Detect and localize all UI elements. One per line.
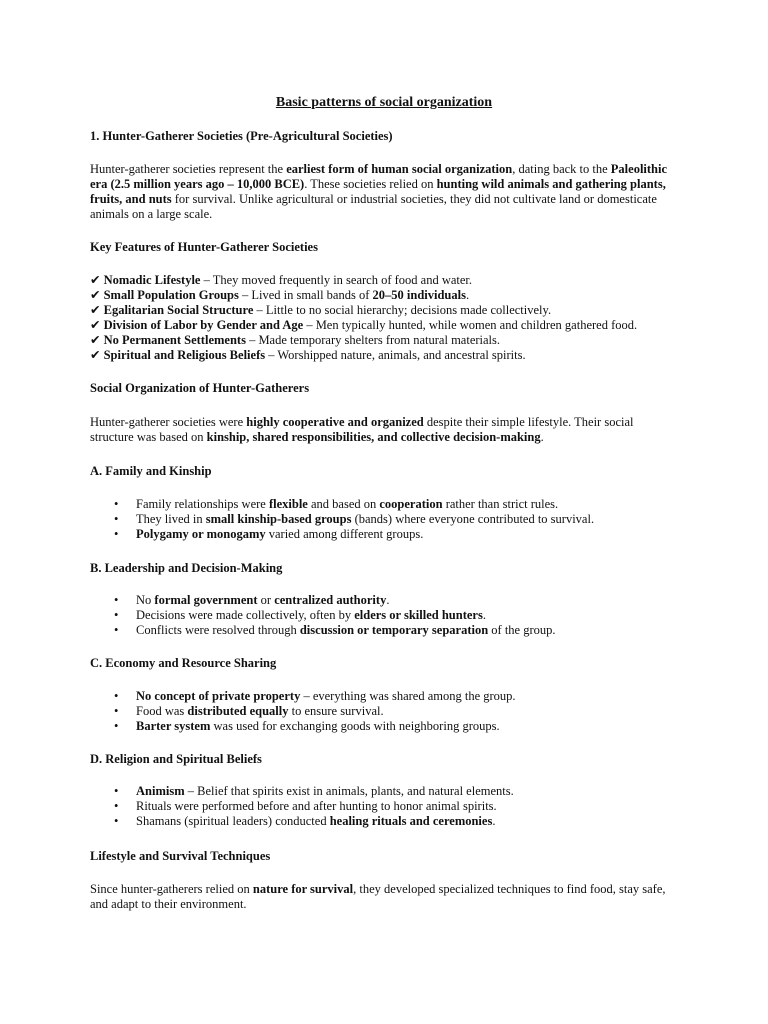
bold-text-run: centralized authority xyxy=(274,593,387,607)
bold-text-run: Polygamy or monogamy xyxy=(136,527,266,541)
text-run: . xyxy=(482,608,486,622)
bold-text-run: Barter system xyxy=(136,719,211,733)
text-run: . These societies relied on xyxy=(304,177,437,191)
text-run: . xyxy=(465,288,470,302)
subsection-heading-family: A. Family and Kinship xyxy=(90,464,212,478)
bullet-icon: • xyxy=(114,719,119,733)
bold-text-run: healing rituals and ceremonies xyxy=(329,814,493,828)
bold-text-run: Small Population Groups xyxy=(103,288,239,302)
text-run: (bands) where everyone contributed to survival. xyxy=(351,512,595,526)
social-organization-heading: Social Organization of Hunter-Gatherers xyxy=(90,381,310,395)
text-run: or xyxy=(257,593,275,607)
text-run: and based on xyxy=(307,497,380,511)
bold-text-run: Nomadic Lifestyle xyxy=(103,273,201,287)
list-item xyxy=(90,593,680,608)
key-feature-item xyxy=(90,303,680,318)
text-run: . xyxy=(540,430,544,444)
bold-text-run: discussion or temporary separation xyxy=(299,623,489,637)
text-run: . xyxy=(492,814,496,828)
bullet-icon: • xyxy=(114,512,119,526)
lifestyle-heading: Lifestyle and Survival Techniques xyxy=(90,849,271,863)
family-kinship-list xyxy=(90,497,680,542)
bold-text-run: Spiritual and Religious Beliefs xyxy=(103,348,266,362)
key-features-list xyxy=(90,273,680,363)
check-icon: ✔ xyxy=(90,348,101,362)
bold-text-run: earliest form of human social organization xyxy=(286,162,513,176)
text-run: – Little to no social hierarchy; decisions made collectively. xyxy=(253,303,552,317)
list-item xyxy=(90,814,680,829)
key-feature-item xyxy=(90,333,680,348)
bullet-icon: • xyxy=(114,784,119,798)
bold-text-run: cooperation xyxy=(379,497,443,511)
bold-text-run: small kinship-based groups xyxy=(205,512,352,526)
document-title: Basic patterns of social organization xyxy=(275,95,493,110)
bold-text-run: kinship, shared responsibilities, and collective decision-making xyxy=(206,430,541,444)
list-item xyxy=(90,527,680,542)
text-run: , dating back to the xyxy=(512,162,611,176)
check-icon: ✔ xyxy=(90,318,101,332)
key-feature-item xyxy=(90,318,680,333)
list-item xyxy=(90,719,680,734)
text-run: – Belief that spirits exist in animals, plants, and natural elements. xyxy=(184,784,514,798)
subsection-heading-economy: C. Economy and Resource Sharing xyxy=(90,656,277,670)
bold-text-run: No concept of private property xyxy=(136,689,301,703)
check-icon: ✔ xyxy=(90,273,101,287)
text-run: – Worshipped nature, animals, and ancestral spirits. xyxy=(265,348,526,362)
text-run: – Made temporary shelters from natural materials. xyxy=(245,333,501,347)
text-run: was used for exchanging goods with neighboring groups. xyxy=(210,719,500,733)
list-item xyxy=(90,704,680,719)
text-run: Shamans (spiritual leaders) conducted xyxy=(136,814,330,828)
list-item xyxy=(90,512,680,527)
text-run: Food was xyxy=(136,704,188,718)
check-icon: ✔ xyxy=(90,333,101,347)
bold-text-run: nature for survival xyxy=(252,882,354,896)
subsection-heading-leadership: B. Leadership and Decision-Making xyxy=(90,561,283,575)
bold-text-run: Animism xyxy=(136,784,185,798)
text-run: No xyxy=(136,593,155,607)
list-item xyxy=(90,623,680,638)
key-features-heading: Key Features of Hunter-Gatherer Societies xyxy=(90,240,318,254)
text-run: of the group. xyxy=(488,623,556,637)
list-item xyxy=(90,799,680,814)
text-run: . xyxy=(386,593,390,607)
bold-text-run: No Permanent Settlements xyxy=(103,333,246,347)
text-run: rather than strict rules. xyxy=(442,497,559,511)
bullet-icon: • xyxy=(114,814,119,828)
religion-list xyxy=(90,784,680,829)
bold-text-run: elders or skilled hunters xyxy=(354,608,483,622)
text-run: – Lived in small bands of xyxy=(238,288,373,302)
list-item xyxy=(90,608,680,623)
text-run: Decisions were made collectively, often by xyxy=(136,608,355,622)
text-run: Rituals were performed before and after hunting to honor animal spirits. xyxy=(136,799,497,813)
check-icon: ✔ xyxy=(90,288,101,302)
social-organization-text xyxy=(90,415,680,445)
leadership-list xyxy=(90,593,680,638)
section-heading-hunter-gatherer: 1. Hunter-Gatherer Societies (Pre-Agricultural Societies) xyxy=(90,129,393,143)
bold-text-run: formal government xyxy=(154,593,258,607)
list-item xyxy=(90,497,680,512)
text-run: varied among different groups. xyxy=(265,527,424,541)
bullet-icon: • xyxy=(114,608,119,622)
bold-text-run: Division of Labor by Gender and Age xyxy=(103,318,304,332)
bold-text-run: 20–50 individuals xyxy=(372,288,466,302)
text-run: for survival. Unlike agricultural or industrial societies, they did not cultivate land or domesticate animals on a large scale. xyxy=(90,192,657,221)
bullet-icon: • xyxy=(114,689,119,703)
text-run: Conflicts were resolved through xyxy=(136,623,300,637)
bold-text-run: Paleolithic era (2.5 million years ago – 10,000 BCE) xyxy=(90,162,668,191)
social-organization-paragraph xyxy=(90,415,680,445)
bullet-icon: • xyxy=(114,593,119,607)
text-run: Family relationships were xyxy=(136,497,269,511)
text-run: Since hunter-gatherers relied on xyxy=(90,882,253,896)
bullet-icon: • xyxy=(114,623,119,637)
lifestyle-text xyxy=(90,882,680,912)
bullet-icon: • xyxy=(114,527,119,541)
text-run: – They moved frequently in search of food and water. xyxy=(200,273,473,287)
lifestyle-paragraph xyxy=(90,882,680,912)
text-run: , they developed specialized techniques to find food, stay safe, and adapt to their environment. xyxy=(90,882,666,911)
bold-text-run: highly cooperative and organized xyxy=(246,415,424,429)
subsection-heading-religion: D. Religion and Spiritual Beliefs xyxy=(90,752,262,766)
bold-text-run: distributed equally xyxy=(187,704,289,718)
check-icon: ✔ xyxy=(90,303,101,317)
text-run: They lived in xyxy=(136,512,206,526)
key-feature-item xyxy=(90,273,680,288)
text-run: – everything was shared among the group. xyxy=(300,689,516,703)
text-run: to ensure survival. xyxy=(288,704,384,718)
bullet-icon: • xyxy=(114,497,119,511)
text-run: despite their simple lifestyle. Their social structure was based on xyxy=(90,415,634,444)
list-item xyxy=(90,784,680,799)
intro-paragraph xyxy=(90,162,680,222)
list-item xyxy=(90,689,680,704)
bullet-icon: • xyxy=(114,704,119,718)
text-run: Hunter-gatherer societies represent the xyxy=(90,162,287,176)
key-feature-item xyxy=(90,288,680,303)
intro-text xyxy=(90,162,680,222)
bold-text-run: Egalitarian Social Structure xyxy=(103,303,254,317)
bullet-icon: • xyxy=(114,799,119,813)
key-feature-item xyxy=(90,348,680,363)
bold-text-run: hunting wild animals and gathering plants, fruits, and nuts xyxy=(90,177,666,206)
text-run: – Men typically hunted, while women and children gathered food. xyxy=(303,318,638,332)
text-run: Hunter-gatherer societies were xyxy=(90,415,247,429)
economy-list xyxy=(90,689,680,734)
bold-text-run: flexible xyxy=(268,497,308,511)
